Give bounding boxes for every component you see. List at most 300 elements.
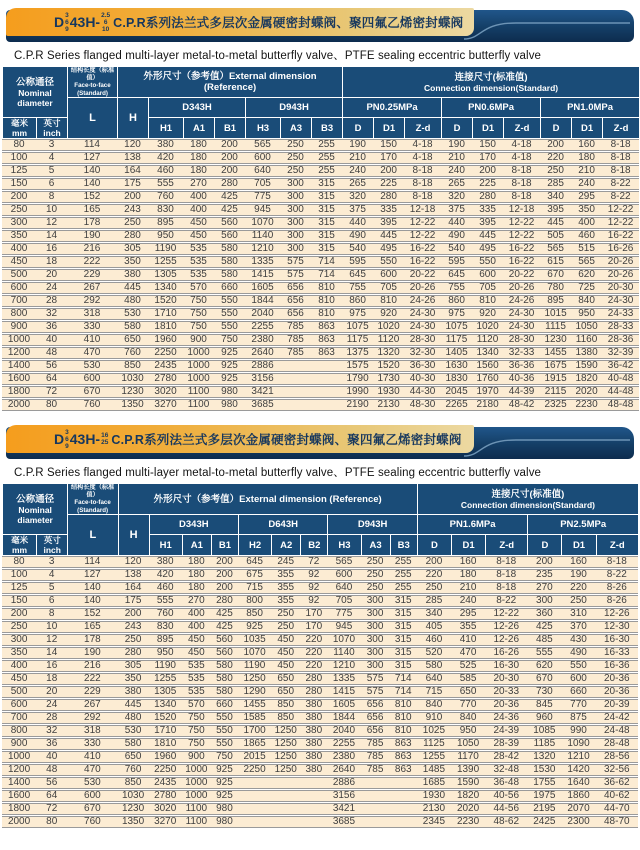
table-cell: 8-18 <box>485 582 527 594</box>
banner-title-plate <box>6 425 474 453</box>
table-cell: 1000 <box>182 777 211 789</box>
table-cell: 600 <box>327 569 360 581</box>
table-cell: 40-56 <box>485 790 527 802</box>
table-cell: 8-18 <box>602 165 639 177</box>
table-cell: 14 <box>36 647 67 659</box>
table-cell: 40-36 <box>503 373 540 385</box>
table-row <box>2 751 638 763</box>
table-cell: 32 <box>36 725 67 737</box>
table-cell: 675 <box>238 569 271 581</box>
table-cell: 1030 <box>117 373 148 385</box>
table-cell: 445 <box>118 699 149 711</box>
table-cell: 515 <box>571 243 602 255</box>
table-cell: 850 <box>118 777 149 789</box>
table-cell: 550 <box>214 321 245 333</box>
table-cell: 222 <box>67 256 117 268</box>
table-cell: 1000 <box>183 360 214 372</box>
table-cell: 1000 <box>2 751 36 763</box>
table-cell: 980 <box>214 386 245 398</box>
table-cell: 490 <box>561 647 595 659</box>
table-cell: 255 <box>311 139 342 151</box>
table-cell: 750 <box>214 334 245 346</box>
table-cell: 565 <box>245 139 280 151</box>
table-cell: 420 <box>149 569 182 581</box>
table-cell: 850 <box>117 360 148 372</box>
table-cell: 152 <box>67 191 117 203</box>
table-cell: 1070 <box>327 634 360 646</box>
title-banner <box>6 425 634 459</box>
table-cell: 1830 <box>441 373 472 385</box>
table-cell: 600 <box>2 282 36 294</box>
table-cell: 730 <box>527 686 561 698</box>
table-cell: 36 <box>36 321 67 333</box>
table-cell: 1050 <box>571 321 602 333</box>
table-cell: 160 <box>571 139 602 151</box>
table-cell: 705 <box>327 595 360 607</box>
table-cell: 560 <box>211 647 238 659</box>
table-cell: 3 <box>36 556 67 568</box>
table-cell: 200 <box>214 165 245 177</box>
table-cell: 12-22 <box>485 608 527 620</box>
table-cell: 615 <box>540 256 571 268</box>
table-cell: 650 <box>271 673 300 685</box>
table-cell: 20-36 <box>485 699 527 711</box>
table-cell: 1185 <box>527 738 561 750</box>
header-model-D343H: D343H <box>149 515 238 534</box>
table-row <box>2 321 639 333</box>
table-row <box>2 634 638 646</box>
table-cell: 760 <box>67 399 117 411</box>
table-cell: 315 <box>311 204 342 216</box>
table-cell: 240 <box>451 595 485 607</box>
table-row <box>2 764 638 776</box>
table-cell: 200 <box>417 556 451 568</box>
table-cell: 12-26 <box>485 634 527 646</box>
table-cell: 1000 <box>183 373 214 385</box>
table-cell: 400 <box>2 660 36 672</box>
table-cell: 3156 <box>327 790 360 802</box>
table-cell: 900 <box>182 751 211 763</box>
table-cell: 910 <box>417 712 451 724</box>
table-cell: 705 <box>373 282 404 294</box>
table-cell: 1255 <box>417 751 451 763</box>
title-banner <box>6 8 634 42</box>
table-cell: 320 <box>441 191 472 203</box>
table-cell: 6 <box>36 595 67 607</box>
table-cell: 44-39 <box>503 386 540 398</box>
table-cell: 560 <box>214 217 245 229</box>
table-cell: 315 <box>311 191 342 203</box>
table-cell: 1290 <box>238 686 271 698</box>
table-cell <box>280 399 311 411</box>
table-row <box>2 269 639 281</box>
table-cell: 270 <box>527 582 561 594</box>
table-cell: 150 <box>373 139 404 151</box>
table-cell: 1575 <box>342 360 373 372</box>
table-cell: 216 <box>67 243 117 255</box>
table-cell: 470 <box>67 347 117 359</box>
table-cell: 250 <box>361 556 390 568</box>
table-cell: 12 <box>36 217 67 229</box>
table-cell: 1020 <box>373 321 404 333</box>
table-cell: 100 <box>2 152 36 164</box>
table-cell: 2255 <box>327 738 360 750</box>
table-cell: 80 <box>2 556 36 568</box>
table-cell: 580 <box>211 673 238 685</box>
table-cell: 300 <box>527 595 561 607</box>
header-L: L <box>67 98 117 138</box>
subtitle-en: C.P.R Series flanged multi-layer metal-to-metal butterfly valve、PTFE sealing eccentric butterfly valve <box>14 467 542 479</box>
table-cell: 250 <box>271 608 300 620</box>
table-cell: 645 <box>238 556 271 568</box>
table-cell: 490 <box>342 230 373 242</box>
table-cell: 12-26 <box>596 608 638 620</box>
table-cell: 300 <box>361 647 390 659</box>
table-cell: 395 <box>472 217 503 229</box>
table-cell: 960 <box>527 712 561 724</box>
table-cell: 1200 <box>2 347 36 359</box>
table-cell: 24-42 <box>596 712 638 724</box>
table-cell: 300 <box>361 634 390 646</box>
table-cell: 16-26 <box>485 647 527 659</box>
table-cell: 565 <box>571 256 602 268</box>
table-cell: 1070 <box>245 217 280 229</box>
header-D: D <box>540 118 571 138</box>
table-cell: 1800 <box>2 386 36 398</box>
header-Z-d: Z-d <box>602 118 639 138</box>
table-cell: 229 <box>67 686 117 698</box>
table-cell: 495 <box>373 243 404 255</box>
table-cell: 16-22 <box>602 230 639 242</box>
valve-model-code <box>54 12 111 33</box>
table-cell: 3020 <box>148 386 183 398</box>
table-cell: 250 <box>361 582 390 594</box>
table-cell: 1230 <box>118 803 149 815</box>
table-cell: 1960 <box>148 334 183 346</box>
table-cell: 250 <box>361 569 390 581</box>
table-cell <box>390 777 417 789</box>
table-cell <box>271 790 300 802</box>
table-row <box>2 790 638 802</box>
table-cell: 780 <box>540 282 571 294</box>
table-cell: 267 <box>67 699 117 711</box>
table-cell: 138 <box>118 569 149 581</box>
table-cell: 235 <box>527 569 561 581</box>
table-cell: 150 <box>2 595 36 607</box>
table-cell: 420 <box>148 152 183 164</box>
table-cell: 80 <box>36 816 67 828</box>
table-cell: 640 <box>327 582 360 594</box>
table-cell: 1970 <box>472 386 503 398</box>
table-cell: 863 <box>311 334 342 346</box>
table-cell: 1810 <box>148 321 183 333</box>
model-mid: 43H- <box>69 14 101 30</box>
table-cell: 178 <box>67 634 117 646</box>
table-cell: 16-22 <box>404 256 441 268</box>
table-cell: 12 <box>36 634 67 646</box>
table-cell: 1250 <box>271 738 300 750</box>
table-cell: 410 <box>67 751 117 763</box>
table-row <box>2 686 638 698</box>
table-cell: 1600 <box>2 790 36 802</box>
table-cell: 20-26 <box>404 282 441 294</box>
table-cell: 255 <box>311 165 342 177</box>
header-external-dimension: 外形尺寸（参考值）External dimension (Reference) <box>117 67 342 97</box>
table-cell: 550 <box>561 660 595 672</box>
section-d43h-high-pressure <box>0 425 640 829</box>
table-cell: 550 <box>214 295 245 307</box>
header-mm: 毫米mm <box>2 118 36 138</box>
table-cell: 16-22 <box>503 243 540 255</box>
table-cell: 760 <box>117 347 148 359</box>
table-cell: 300 <box>361 660 390 672</box>
table-cell: 24-30 <box>404 321 441 333</box>
table-cell: 20-26 <box>602 269 639 281</box>
table-cell: 190 <box>441 139 472 151</box>
table-cell: 1605 <box>327 699 360 711</box>
table-cell: 550 <box>211 712 238 724</box>
table-cell: 20-39 <box>596 699 638 711</box>
table-row <box>2 582 638 594</box>
table-cell: 800 <box>238 595 271 607</box>
table-cell: 114 <box>67 556 117 568</box>
table-cell: 150 <box>472 139 503 151</box>
table-cell: 350 <box>571 204 602 216</box>
table-cell: 380 <box>300 712 327 724</box>
table-cell: 1320 <box>373 347 404 359</box>
table-cell: 1230 <box>540 334 571 346</box>
table-cell <box>280 373 311 385</box>
table-cell: 2250 <box>238 764 271 776</box>
table-cell: 170 <box>300 608 327 620</box>
table-cell: 267 <box>67 282 117 294</box>
table-cell: 1405 <box>441 347 472 359</box>
table-cell: 1350 <box>118 816 149 828</box>
table-cell: 555 <box>527 647 561 659</box>
header-D1: D1 <box>451 535 485 555</box>
table-cell: 1600 <box>2 373 36 385</box>
table-cell: 24-26 <box>503 295 540 307</box>
table-cell: 92 <box>300 569 327 581</box>
table-cell: 1210 <box>327 660 360 672</box>
table-cell: 750 <box>183 308 214 320</box>
table-cell: 28 <box>36 712 67 724</box>
table-cell: 1120 <box>373 334 404 346</box>
table-cell: 72 <box>36 386 67 398</box>
table-cell: 1685 <box>417 777 451 789</box>
table-cell: 140 <box>67 165 117 177</box>
table-cell: 575 <box>280 256 311 268</box>
model-mid: 43H- <box>69 431 101 447</box>
table-cell <box>361 816 390 828</box>
table-cell: 1230 <box>117 386 148 398</box>
table-cell: 770 <box>451 699 485 711</box>
table-cell: 300 <box>2 634 36 646</box>
table-cell: 380 <box>148 139 183 151</box>
table-cell: 220 <box>540 152 571 164</box>
table-cell: 200 <box>117 191 148 203</box>
table-cell: 980 <box>214 399 245 411</box>
header-H3: H3 <box>245 118 280 138</box>
table-cell: 315 <box>311 230 342 242</box>
table-cell: 480 <box>118 712 149 724</box>
table-cell: 540 <box>342 243 373 255</box>
header-inch: 英寸inch <box>36 118 67 138</box>
table-cell: 12-22 <box>602 217 639 229</box>
table-cell: 292 <box>67 712 117 724</box>
table-cell: 1530 <box>527 764 561 776</box>
table-row <box>2 373 639 385</box>
table-cell: 3685 <box>245 399 280 411</box>
table-cell: 1000 <box>2 334 36 346</box>
header-D: D <box>417 535 451 555</box>
table-cell: 650 <box>271 686 300 698</box>
table-cell: 152 <box>67 608 117 620</box>
table-cell: 40-48 <box>602 373 639 385</box>
table-cell: 4 <box>36 152 67 164</box>
table-cell: 24-33 <box>602 308 639 320</box>
table-cell: 220 <box>561 582 595 594</box>
table-cell: 595 <box>342 256 373 268</box>
table-cell: 460 <box>571 230 602 242</box>
table-row <box>2 308 639 320</box>
table-cell: 1630 <box>441 360 472 372</box>
table-cell: 20-36 <box>596 686 638 698</box>
table-cell: 2115 <box>540 386 571 398</box>
table-cell: 140 <box>67 582 117 594</box>
table-cell: 190 <box>67 230 117 242</box>
header-connection-dimension: 连接尺寸(标准值) Connection dimension(Standard) <box>342 67 639 97</box>
table-cell: 200 <box>211 556 238 568</box>
header-H: H <box>118 515 149 555</box>
table-cell: 8-18 <box>602 152 639 164</box>
table-cell: 810 <box>390 699 417 711</box>
table-row <box>2 673 638 685</box>
table-cell: 229 <box>67 269 117 281</box>
table-cell: 656 <box>280 282 311 294</box>
table-cell: 660 <box>561 686 595 698</box>
table-cell: 830 <box>148 204 183 216</box>
table-cell: 32-48 <box>485 764 527 776</box>
table-cell: 2300 <box>561 816 595 828</box>
table-cell: 1200 <box>2 764 36 776</box>
table-cell: 525 <box>451 660 485 672</box>
table-cell: 800 <box>2 725 36 737</box>
table-cell: 8 <box>36 191 67 203</box>
table-cell: 280 <box>118 647 149 659</box>
table-cell: 714 <box>311 269 342 281</box>
header-H1: H1 <box>149 535 182 555</box>
table-cell: 3421 <box>245 386 280 398</box>
table-cell: 216 <box>67 660 117 672</box>
table-cell: 10 <box>36 621 67 633</box>
catalog-page <box>0 8 640 850</box>
table-cell: 240 <box>342 165 373 177</box>
table-cell: 1190 <box>149 660 182 672</box>
table-cell: 445 <box>373 230 404 242</box>
table-cell: 770 <box>561 699 595 711</box>
table-cell: 1320 <box>527 751 561 763</box>
table-cell: 1520 <box>149 712 182 724</box>
table-cell: 16 <box>36 660 67 672</box>
table-cell: 8-18 <box>602 139 639 151</box>
table-cell: 355 <box>271 582 300 594</box>
table-cell: 1860 <box>561 790 595 802</box>
table-cell <box>238 777 271 789</box>
table-cell: 8-18 <box>503 165 540 177</box>
table-cell: 36-62 <box>596 777 638 789</box>
table-cell: 863 <box>311 321 342 333</box>
table-cell: 845 <box>527 699 561 711</box>
table-cell: 535 <box>183 256 214 268</box>
table-cell: 250 <box>561 595 595 607</box>
table-cell: 315 <box>390 608 417 620</box>
table-cell: 600 <box>472 269 503 281</box>
table-cell: 360 <box>527 608 561 620</box>
table-cell: 1975 <box>527 790 561 802</box>
table-cell: 535 <box>182 660 211 672</box>
table-cell: 975 <box>441 308 472 320</box>
table-cell: 1755 <box>527 777 561 789</box>
table-cell: 1100 <box>182 803 211 815</box>
table-cell: 280 <box>300 686 327 698</box>
table-cell: 1380 <box>571 347 602 359</box>
table-cell: 700 <box>2 295 36 307</box>
table-cell: 560 <box>214 230 245 242</box>
table-cell: 670 <box>67 386 117 398</box>
table-cell: 292 <box>67 295 117 307</box>
table-cell: 950 <box>571 308 602 320</box>
table-cell: 165 <box>67 204 117 216</box>
table-cell: 220 <box>300 660 327 672</box>
table-row <box>2 621 638 633</box>
table-cell: 445 <box>472 230 503 242</box>
table-cell: 40-30 <box>404 373 441 385</box>
table-cell: 180 <box>183 165 214 177</box>
header-model-D343H: D343H <box>148 98 245 117</box>
table-cell: 1340 <box>149 699 182 711</box>
table-cell <box>311 360 342 372</box>
table-cell: 200 <box>540 139 571 151</box>
table-cell <box>311 386 342 398</box>
table-cell: 1415 <box>327 686 360 698</box>
table-cell: 220 <box>300 647 327 659</box>
table-cell: 250 <box>2 621 36 633</box>
table-cell: 1865 <box>238 738 271 750</box>
table-cell: 1700 <box>238 725 271 737</box>
table-cell: 430 <box>561 634 595 646</box>
table-cell: 3156 <box>245 373 280 385</box>
table-cell: 714 <box>390 686 417 698</box>
table-cell: 220 <box>300 634 327 646</box>
table-cell: 12-18 <box>503 204 540 216</box>
table-cell: 450 <box>2 256 36 268</box>
table-cell: 355 <box>271 569 300 581</box>
table-cell: 1455 <box>238 699 271 711</box>
table-cell: 405 <box>417 621 451 633</box>
table-cell: 255 <box>390 556 417 568</box>
table-cell: 950 <box>148 230 183 242</box>
table-cell: 785 <box>280 347 311 359</box>
table-cell: 114 <box>67 139 117 151</box>
table-row <box>2 165 639 177</box>
table-cell: 550 <box>211 738 238 750</box>
table-cell: 100 <box>2 569 36 581</box>
table-cell: 705 <box>472 282 503 294</box>
table-cell: 250 <box>280 139 311 151</box>
table-cell: 2425 <box>527 816 561 828</box>
table-cell <box>390 803 417 815</box>
